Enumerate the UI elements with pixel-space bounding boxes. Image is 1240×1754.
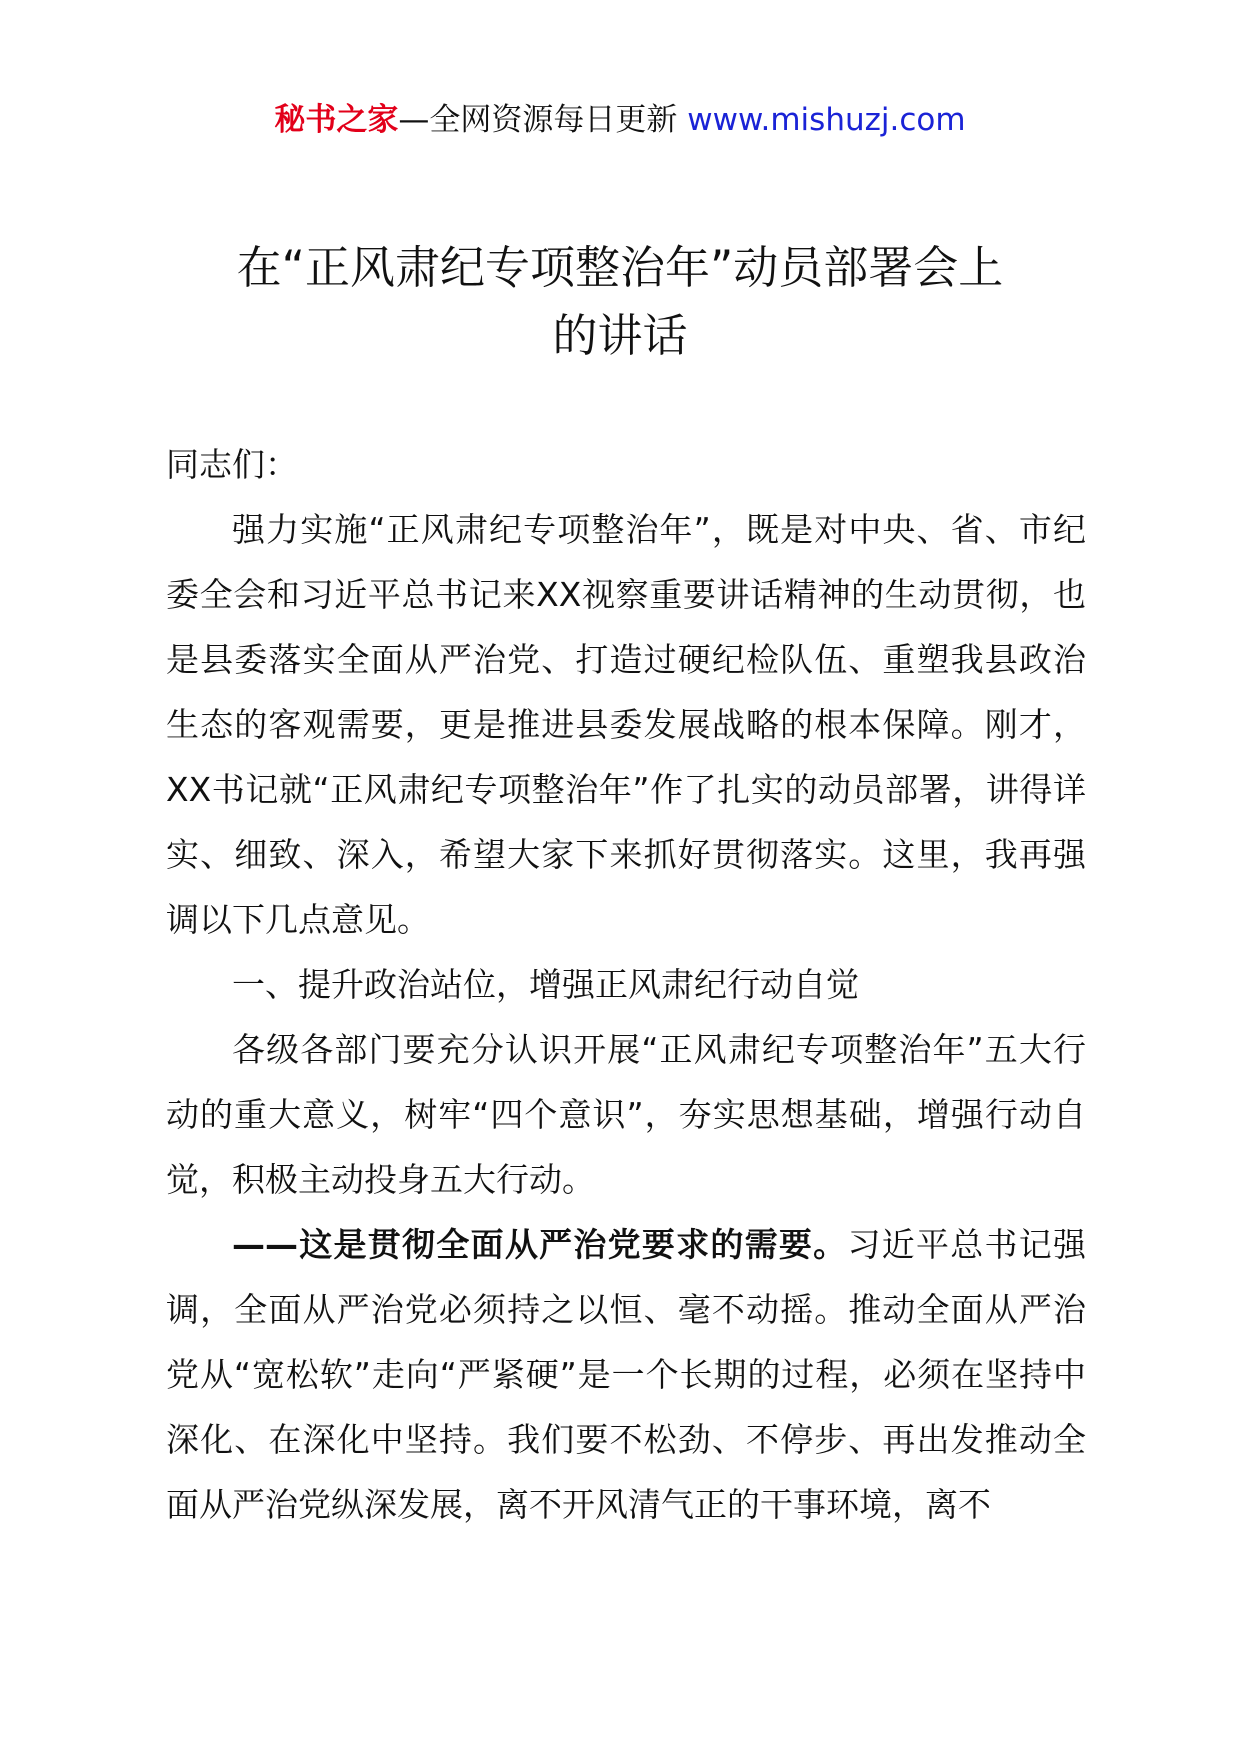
site-url-link[interactable]: www.mishuzj.com bbox=[687, 102, 966, 138]
salutation: 同志们： bbox=[166, 445, 298, 484]
paragraph-2: 各级各部门要充分认识开展“正风肃纪专项整治年”五大行动的重大意义，树牢“四个意识”，夯实思想基础，增强行动自觉，积极主动投身五大行动。 bbox=[166, 1030, 1086, 1199]
paragraph-3-lead: ——这是贯彻全面从严治党要求的需要。 bbox=[232, 1225, 848, 1264]
title-line-2: 的讲话 bbox=[552, 309, 688, 362]
paragraph-3 bbox=[166, 1212, 1086, 1537]
site-header bbox=[0, 98, 1240, 142]
site-name: 秘书之家 bbox=[274, 102, 399, 138]
section-heading-1: 一、提升政治站位，增强正风肃纪行动自觉 bbox=[232, 965, 859, 1004]
document-body bbox=[166, 432, 1086, 1537]
paragraph-1: 强力实施“正风肃纪专项整治年”，既是对中央、省、市纪委全会和习近平总书记来XX视察重要讲话精神的生动贯彻，也是县委落实全面从严治党、打造过硬纪检队伍、重塑我县政治生态的客观需要，更是推进县委发展战略的根本保障。刚才，XX书记就“正风肃纪专项整治年”作了扎实的动员部署，讲得详实、细致、深入，希望大家下来抓好贯彻落实。这里，我再强调以下几点意见。 bbox=[166, 510, 1086, 939]
title-line-1: 在“正风肃纪专项整治年”动员部署会上 bbox=[236, 241, 1004, 294]
document-title bbox=[150, 234, 1090, 370]
site-tagline: —全网资源每日更新 bbox=[398, 102, 678, 138]
paragraph-3-text: 习近平总书记强调，全面从严治党必须持之以恒、毫不动摇。推动全面从严治党从“宽松软”走向“严紧硬”是一个长期的过程，必须在坚持中深化、在深化中坚持。我们要不松劲、不停步、再出发推动全面从严治党纵深发展，离不开风清气正的干事环境，离不 bbox=[166, 1225, 1087, 1524]
